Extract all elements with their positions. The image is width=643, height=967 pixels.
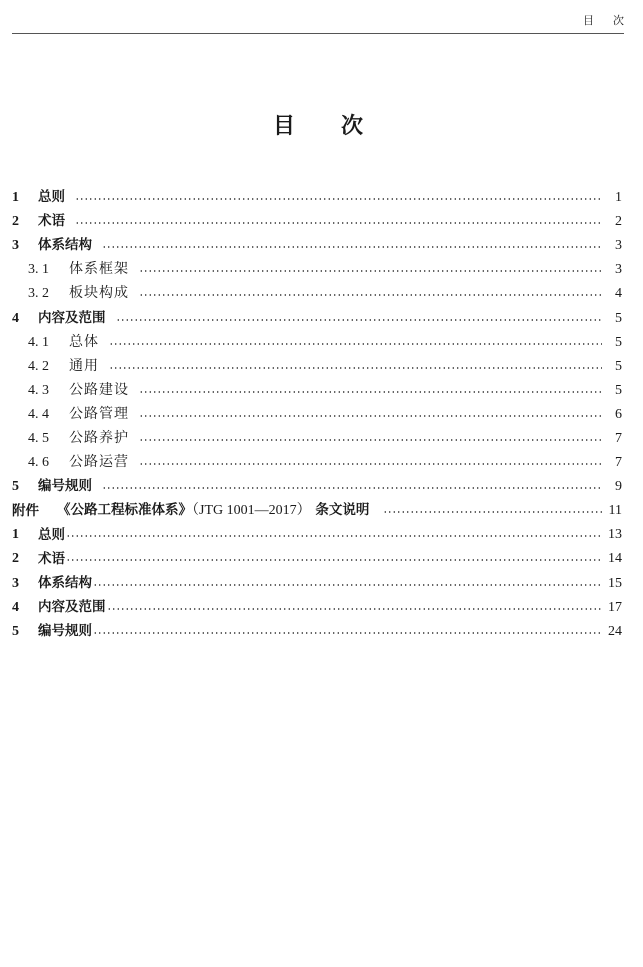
toc-entry-label: 公路养护 xyxy=(69,430,129,446)
dot-leader xyxy=(109,367,602,369)
appendix-title: 《公路工程标准体系》 xyxy=(57,502,192,519)
appendix-suffix: 条文说明 xyxy=(315,502,370,519)
toc-entry-number: 4. 6 xyxy=(28,455,49,471)
toc-entry-4-3[interactable] xyxy=(12,379,622,403)
title-part-2: 次 xyxy=(341,114,364,139)
toc-entry-page: 24 xyxy=(608,623,622,639)
toc-entry-3[interactable] xyxy=(12,234,622,258)
toc-entry-label: 板块构成 xyxy=(69,286,129,302)
dot-leader xyxy=(93,632,602,634)
dot-leader xyxy=(93,584,602,586)
toc-entry-label: 总体 xyxy=(69,334,99,350)
toc-entry-page: 3 xyxy=(615,262,622,278)
toc-entry-number: 4. 5 xyxy=(28,430,49,446)
toc-entry-4-5[interactable] xyxy=(12,427,622,451)
toc-entry-number: 4. 3 xyxy=(28,382,49,398)
toc-entry-label: 公路建设 xyxy=(69,382,129,398)
dot-leader xyxy=(139,294,602,296)
toc-entry-label: 公路运营 xyxy=(69,455,129,471)
toc-entry-explanation-5[interactable] xyxy=(12,620,622,644)
toc-entry-4-2[interactable] xyxy=(12,355,622,379)
toc-entry-label: 术语 xyxy=(38,550,65,567)
toc-entry-explanation-1[interactable] xyxy=(12,523,622,547)
toc-entry-number: 5 xyxy=(12,479,19,495)
toc-entry-3-2[interactable] xyxy=(12,282,622,306)
dot-leader xyxy=(109,343,602,345)
toc-entry-page: 9 xyxy=(615,479,622,495)
toc-entry-explanation-3[interactable] xyxy=(12,572,622,596)
toc-entry-label: 体系结构 xyxy=(38,574,92,591)
toc-entry-label: 总则 xyxy=(38,526,65,543)
toc-entry-number: 4. 1 xyxy=(28,334,49,350)
toc-entry-page: 5 xyxy=(615,382,622,398)
dot-leader xyxy=(139,391,602,393)
toc-entry-page: 2 xyxy=(615,214,622,230)
toc-entry-explanation-2[interactable] xyxy=(12,547,622,571)
toc-entry-page: 1 xyxy=(615,190,622,206)
toc-entry-page: 4 xyxy=(615,286,622,302)
toc-entry-label xyxy=(57,504,369,518)
dot-leader xyxy=(75,222,602,224)
toc-entry-4[interactable] xyxy=(12,306,622,330)
toc-entry-label: 总则 xyxy=(38,189,65,206)
toc-entry-label: 体系框架 xyxy=(69,262,129,278)
dot-leader xyxy=(139,270,602,272)
appendix-code: （JTG 1001—2017） xyxy=(192,503,311,519)
toc-entry-page: 11 xyxy=(608,503,622,519)
dot-leader xyxy=(139,439,602,441)
title-part-1: 目 xyxy=(272,114,295,139)
toc-entry-4-4[interactable] xyxy=(12,403,622,427)
toc-entry-appendix[interactable] xyxy=(12,499,622,523)
toc-entry-number: 4 xyxy=(12,599,19,615)
toc-entry-page: 7 xyxy=(615,430,622,446)
dot-leader xyxy=(102,246,602,248)
toc-entry-label: 内容及范围 xyxy=(38,309,106,326)
toc-entry-page: 17 xyxy=(608,599,622,615)
toc-entry-label: 编号规则 xyxy=(38,622,92,639)
toc-entry-number: 4. 4 xyxy=(28,406,49,422)
toc-entry-3-1[interactable] xyxy=(12,258,622,282)
toc-entry-page: 15 xyxy=(608,575,622,591)
toc-entry-number: 2 xyxy=(12,214,19,230)
toc-entry-1[interactable] xyxy=(12,186,622,210)
toc-entry-page: 13 xyxy=(608,527,622,543)
toc-entry-number: 2 xyxy=(12,551,19,567)
toc-entry-number: 5 xyxy=(12,623,19,639)
dot-leader xyxy=(139,415,602,417)
toc-entry-number: 3 xyxy=(12,238,19,254)
toc-entry-label: 公路管理 xyxy=(69,406,129,422)
dot-leader xyxy=(139,463,602,465)
toc-entry-number: 3 xyxy=(12,575,19,591)
dot-leader xyxy=(66,559,602,561)
toc-entry-number: 附件 xyxy=(12,502,39,519)
header-rule xyxy=(12,33,624,34)
toc-entry-page: 5 xyxy=(615,358,622,374)
dot-leader xyxy=(383,511,602,513)
toc-entry-label: 体系结构 xyxy=(38,237,92,254)
toc-entry-4-6[interactable] xyxy=(12,451,622,475)
toc-entry-number: 3. 2 xyxy=(28,286,49,302)
toc-entry-2[interactable] xyxy=(12,210,622,234)
toc-entry-page: 14 xyxy=(608,551,622,567)
toc-entry-number: 4. 2 xyxy=(28,358,49,374)
page-title xyxy=(0,109,636,140)
toc-entry-page: 5 xyxy=(615,310,622,326)
toc-entry-page: 7 xyxy=(615,455,622,471)
dot-leader xyxy=(75,198,602,200)
table-of-contents xyxy=(12,186,622,644)
toc-entry-label: 编号规则 xyxy=(38,478,92,495)
dot-leader xyxy=(66,535,602,537)
toc-entry-label: 通用 xyxy=(69,358,99,374)
running-header: 目次 xyxy=(583,15,643,27)
toc-entry-number: 3. 1 xyxy=(28,262,49,278)
toc-entry-5[interactable] xyxy=(12,475,622,499)
dot-leader xyxy=(102,487,602,489)
toc-entry-label: 内容及范围 xyxy=(38,598,106,615)
toc-entry-number: 1 xyxy=(12,190,19,206)
toc-entry-page: 6 xyxy=(615,406,622,422)
toc-entry-4-1[interactable] xyxy=(12,331,622,355)
toc-entry-number: 4 xyxy=(12,310,19,326)
toc-entry-label: 术语 xyxy=(38,213,65,230)
dot-leader xyxy=(107,608,603,610)
dot-leader xyxy=(116,319,603,321)
toc-entry-number: 1 xyxy=(12,527,19,543)
toc-entry-page: 5 xyxy=(615,334,622,350)
toc-entry-page: 3 xyxy=(615,238,622,254)
toc-entry-explanation-4[interactable] xyxy=(12,596,622,620)
